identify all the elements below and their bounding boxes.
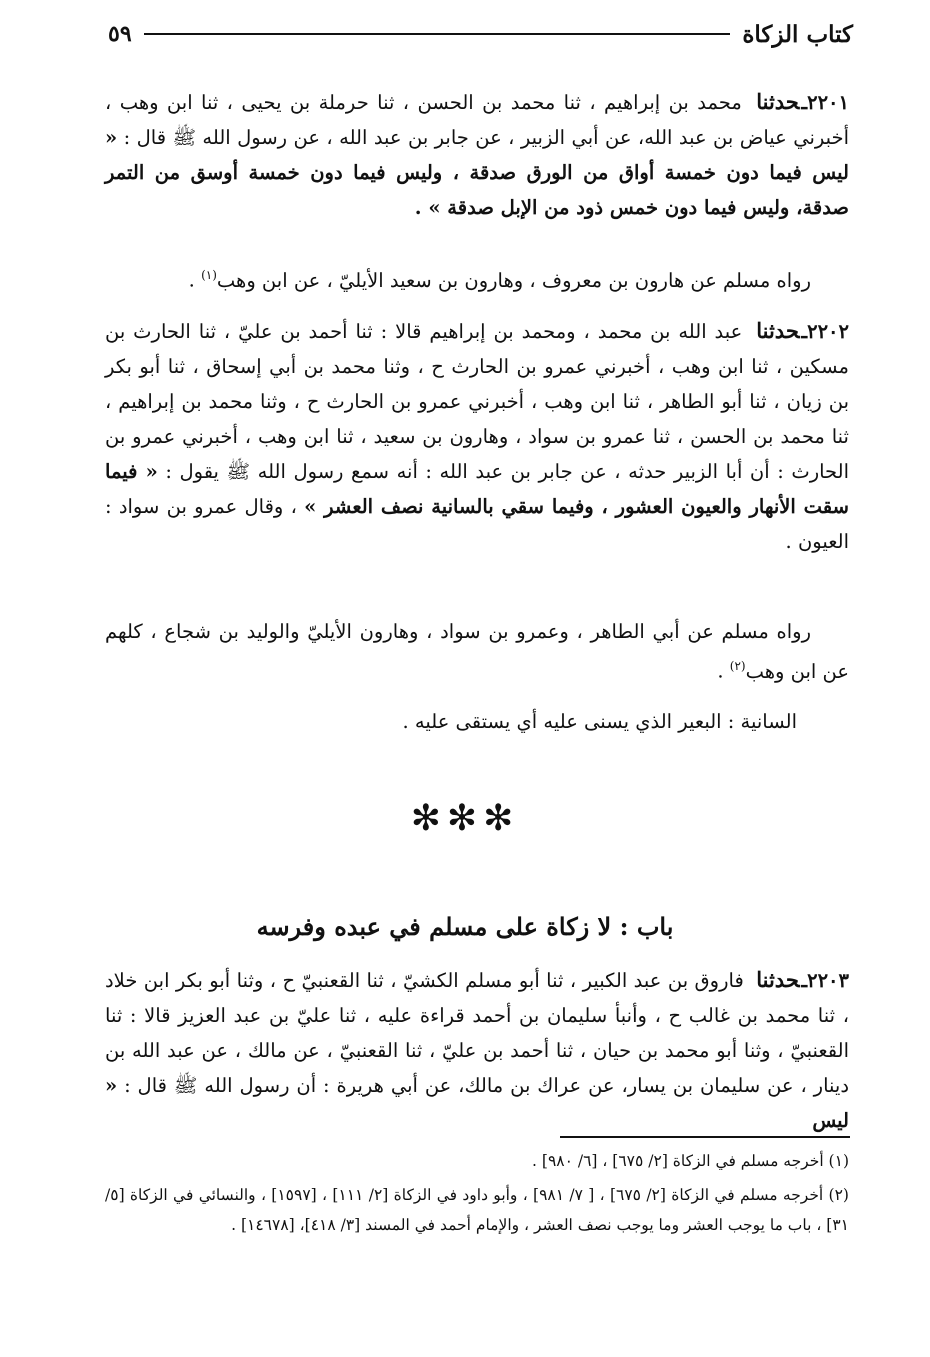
running-header — [108, 14, 853, 54]
riwaya-2202 — [105, 614, 849, 689]
hadith-number: ٢٢٠٣ـ — [801, 969, 850, 992]
hadith-number: ٢٢٠١ـ — [801, 91, 849, 114]
book-title: كتاب الزكاة — [742, 20, 853, 48]
riwaya-text: رواه مسلم عن أبي الطاهر ، وعمرو بن سواد ، وهارون الأيليّ والوليد بن شجاع ، كلهم عن ابن وهب — [105, 620, 849, 683]
footnote-2: (٢) أخرجه مسلم في الزكاة [٢/ ٦٧٥] ، [ ٧/ ٩٨١] ، وأبو داود في الزكاة [٢/ ١١١] ، [١٥٩٧] ، والنسائي في الزكاة [٥/ ٣١] ، باب ما يوجب العشر وما يوجب نصف العشر ، والإمام أحمد في المسند [٣/ ٤١٨]، [١٤٦٧٨] . — [105, 1186, 849, 1234]
chapter-title: باب : لا زكاة على مسلم في عبده وفرسه — [256, 912, 674, 941]
haddathana-label: حدثنا — [756, 89, 800, 114]
matn-text: « ليس — [105, 1074, 849, 1132]
footnote-rule — [560, 1136, 850, 1138]
gloss-2202 — [105, 704, 849, 739]
hadith-number: ٢٢٠٢ـ — [801, 320, 850, 343]
riwaya-2201 — [105, 258, 849, 298]
section-separator: ✻✻✻ — [410, 798, 520, 839]
matn-text: « فيما سقت الأنهار والعيون العشور ، وفيما سقي بالسانية نصف العشر » — [105, 460, 849, 518]
hadith-2202 — [105, 313, 849, 559]
tail-text: ، وقال عمرو بن سواد : العيون . — [105, 495, 849, 553]
footnote-ref-2: (٢) — [729, 659, 746, 673]
isnad-text: فاروق بن عبد الكبير ، ثنا أبو مسلم الكشيّ ، ثنا القعنبيّ ح ، وثنا أبو بكر ابن خلاد ، ثنا محمد بن غالب ح ، وأنبأ سليمان بن أحمد قراءة عليه ، ثنا عليّ بن عبد العزيز قالا : ثنا القعنبيّ ، وثنا أبو محمد بن حيان ، ثنا أحمد بن عليّ ، ثنا القعنبيّ ، عن مالك ، عن عبد الله بن دينار ، عن سليمان بن يسار، عن عراك بن مالك، عن أبي هريرة : أن رسول الله ﷺ قال : — [105, 969, 850, 1097]
isnad-text: محمد بن إبراهيم ، ثنا محمد بن الحسن ، ثنا حرملة بن يحيى ، ثنا ابن وهب ، أخبرني عياض بن عبد الله، عن أبي الزبير ، عن جابر بن عبد الله ، عن رسول الله ﷺ قال : — [105, 91, 849, 149]
riwaya-end: . — [717, 659, 730, 683]
isnad-text: عبد الله بن محمد ، ومحمد بن إبراهيم قالا : ثنا أحمد بن عليّ ، ثنا الحارث بن مسكين ، ثنا ابن وهب ، أخبرني عمرو بن الحارث ح ، وثنا محمد بن أبي إسحاق ، ثنا أبو بكر بن زيان ، ثنا أبو الطاهر ، ثنا ابن وهب ، أخبرني عمرو بن الحارث ح ، وثنا محمد بن إبراهيم ، ثنا محمد بن الحسن ، ثنا عمرو بن سواد ، وهارون بن سعيد ، ثنا ابن وهب ، أخبرني عمرو بن الحارث : أن أبا الزبير حدثه ، عن جابر بن عبد الله : أنه سمع رسول الله ﷺ يقول : — [105, 320, 849, 483]
footnote-1: (١) أخرجه مسلم في الزكاة [٢/ ٦٧٥] ، [٦/ ٩٨٠] . — [532, 1152, 849, 1170]
haddathana-label: حدثنا — [756, 318, 800, 343]
matn-text: « ليس فيما دون خمسة أواق من الورق صدقة ، وليس فيما دون خمسة أوسق من التمر صدقة، وليس فيما دون خمس ذود من الإبل صدقة » . — [105, 126, 849, 219]
hadith-2201 — [105, 84, 849, 225]
riwaya-text: رواه مسلم عن هارون بن معروف ، وهارون بن سعيد الأيليّ ، عن ابن وهب — [216, 268, 811, 292]
riwaya-end: . — [188, 268, 202, 292]
gloss-text: السانية : البعير الذي يسنى عليه أي يستقى عليه . — [402, 710, 797, 733]
hadith-2203 — [105, 962, 849, 1138]
footnote-ref-1: (١) — [201, 268, 217, 282]
header-rule — [144, 33, 731, 35]
haddathana-label: حدثنا — [756, 967, 800, 992]
page-number: ٥٩ — [108, 21, 132, 47]
